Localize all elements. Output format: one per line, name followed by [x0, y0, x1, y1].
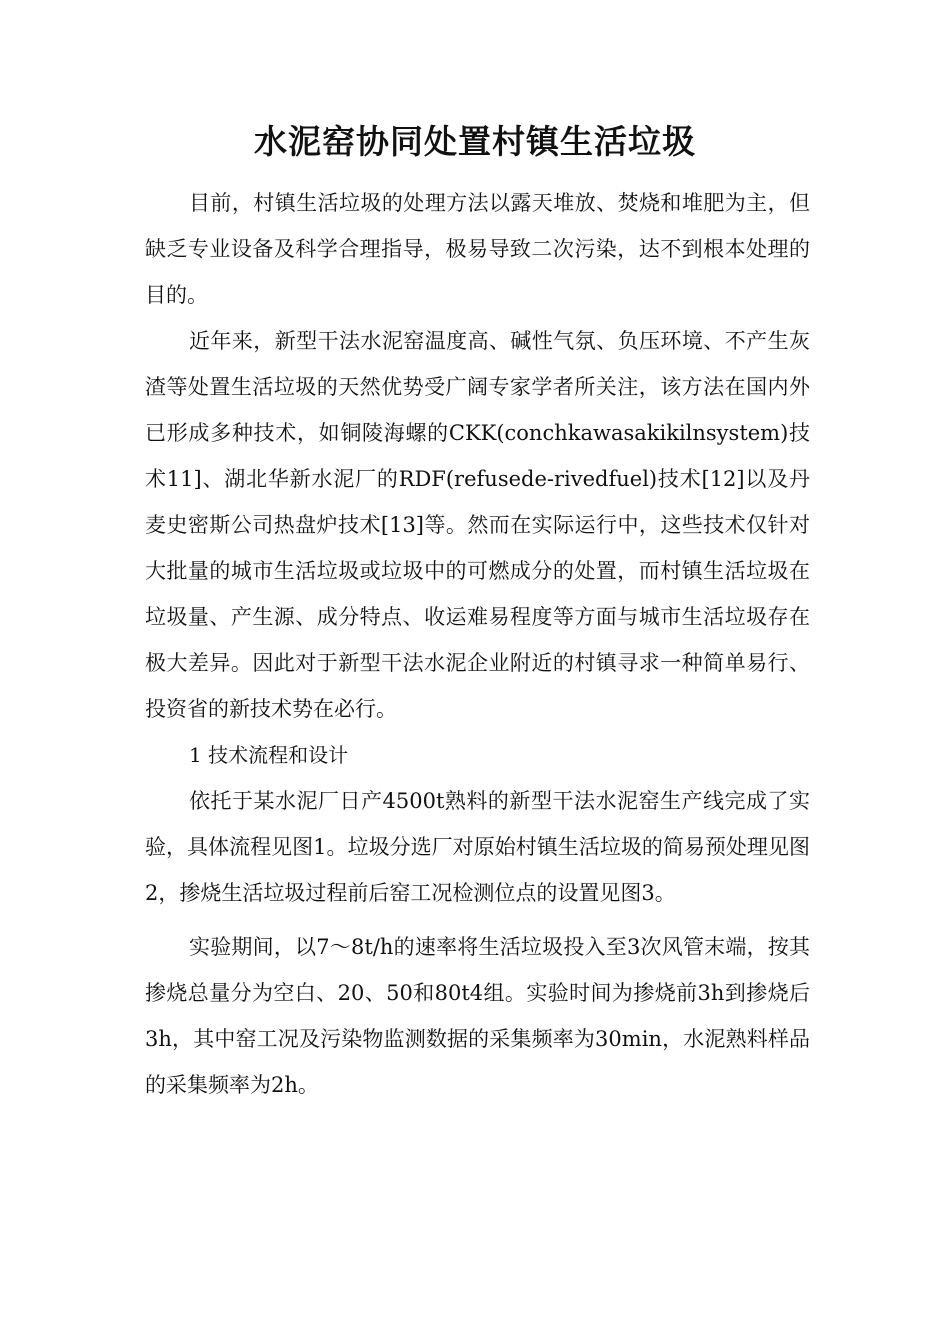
paragraph-experiment: 实验期间，以7～8t/h的速率将生活垃圾投入至3次风管末端，按其掺烧总量分为空白、20、50和80t4组。实验时间为掺烧前3h到掺烧后3h，其中窑工况及污染物监测数据的采集频率为30min，水泥熟料样品的采集频率为2h。 — [145, 935, 810, 1097]
paragraph-intro: 目前，村镇生活垃圾的处理方法以露天堆放、焚烧和堆肥为主，但缺乏专业设备及科学合理指导，极易导致二次污染，达不到根本处理的目的。 — [145, 191, 810, 307]
paragraph-background: 近年来，新型干法水泥窑温度高、碱性气氛、负压环境、不产生灰渣等处置生活垃圾的天然优势受广阔专家学者所关注，该方法在国内外已形成多种技术，如铜陵海螺的CKK(conchkawasakikilnsystem)技术11]、湖北华新水泥厂的RDF(refusede-rivedfuel)技术[12]以及丹麦史密斯公司热盘炉技术[13]等。然而在实际运行中，这些技术仅针对大批量的城市生活垃圾或垃圾中的可燃成分的处置，而村镇生活垃圾在垃圾量、产生源、成分特点、收运难易程度等方面与城市生活垃圾存在极大差异。因此对于新型干法水泥企业附近的村镇寻求一种简单易行、投资省的新技术势在必行。 — [145, 329, 810, 721]
document-body — [145, 180, 810, 1108]
section-heading: 1 技术流程和设计 — [189, 743, 349, 767]
document-title: 水泥窑协同处置村镇生活垃圾 — [254, 122, 696, 161]
paragraph-process: 依托于某水泥厂日产4500t熟料的新型干法水泥窑生产线完成了实验，具体流程见图1。垃圾分选厂对原始村镇生活垃圾的简易预处理见图2，掺烧生活垃圾过程前后窑工况检测位点的设置见图3。 — [145, 789, 810, 905]
